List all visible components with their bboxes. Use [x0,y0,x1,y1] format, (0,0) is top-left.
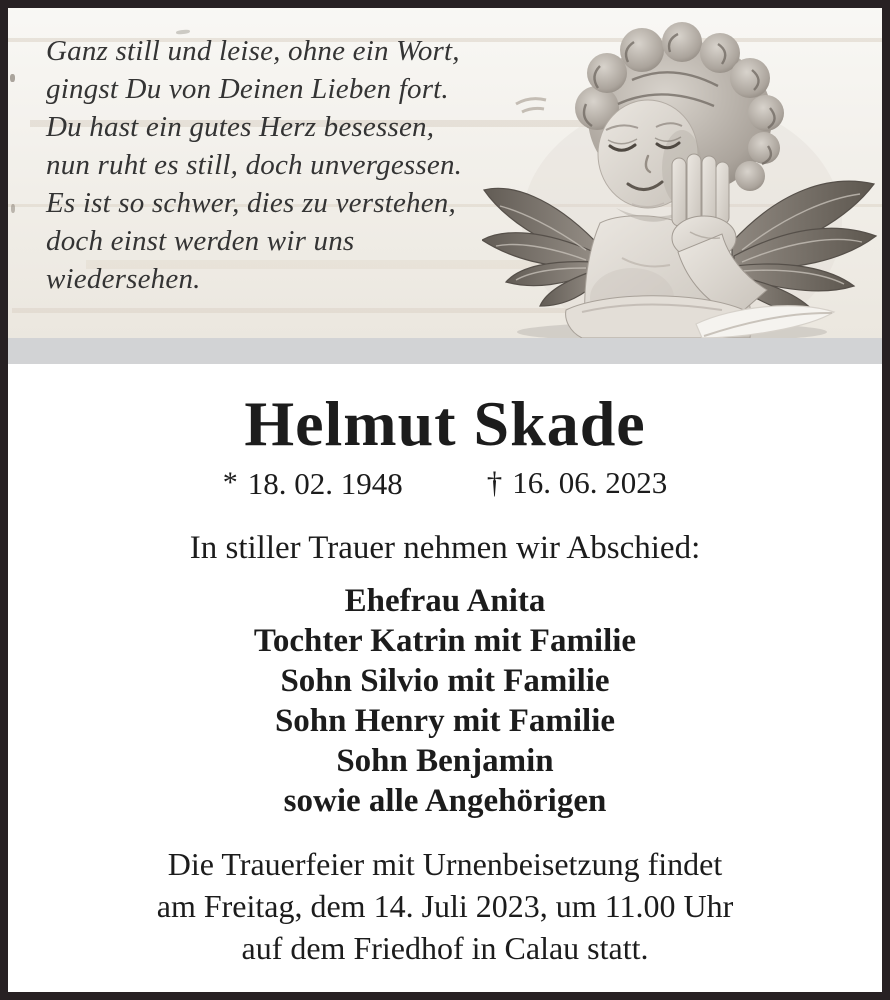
announcement-body [8,364,882,992]
poem-line: Es ist so schwer, dies zu verstehen, [46,187,456,219]
life-dates [8,465,882,502]
poem-line: Ganz still und leise, ohne ein Wort, [46,35,460,67]
farewell-intro: In stiller Trauer nehmen wir Abschied: [189,530,701,567]
death-date-value: 16. 06. 2023 [512,465,668,501]
memorial-poem [8,8,478,298]
poem-line: Du hast ein gutes Herz besessen, [46,111,435,143]
poem-line: gingst Du von Deinen Lieben fort. [46,73,449,105]
mourner-line: sowie alle Angehörigen [283,783,607,820]
birth-date-value: 18. 02. 1948 [247,466,403,502]
birth-star-symbol: * [222,466,238,500]
mourner-line: Tochter Katrin mit Familie [253,623,637,660]
mourners-list [8,581,882,821]
mourner-line: Sohn Silvio mit Familie [280,663,610,700]
mourner-line: Ehefrau Anita [344,583,546,620]
poem-line: doch einst werden wir uns [46,225,355,257]
memorial-photo-section [8,8,882,338]
poem-line: wiedersehen. [46,263,201,295]
funeral-details [8,843,882,969]
funeral-line: Die Trauerfeier mit Urnenbeisetzung findet [167,846,723,883]
mourner-line: Sohn Henry mit Familie [274,703,616,740]
divider-band [8,338,882,364]
birth-date [223,465,403,502]
death-date [487,465,668,502]
mourner-line: Sohn Benjamin [336,743,554,780]
angel-figurine-photo [482,8,882,338]
death-cross-symbol: † [486,465,503,501]
funeral-line: am Freitag, dem 14. Juli 2023, um 11.00 Uhr [156,888,734,925]
funeral-line: auf dem Friedhof in Calau statt. [241,930,649,967]
deceased-name: Helmut Skade [244,388,646,459]
poem-line: nun ruht es still, doch unvergessen. [46,149,463,181]
